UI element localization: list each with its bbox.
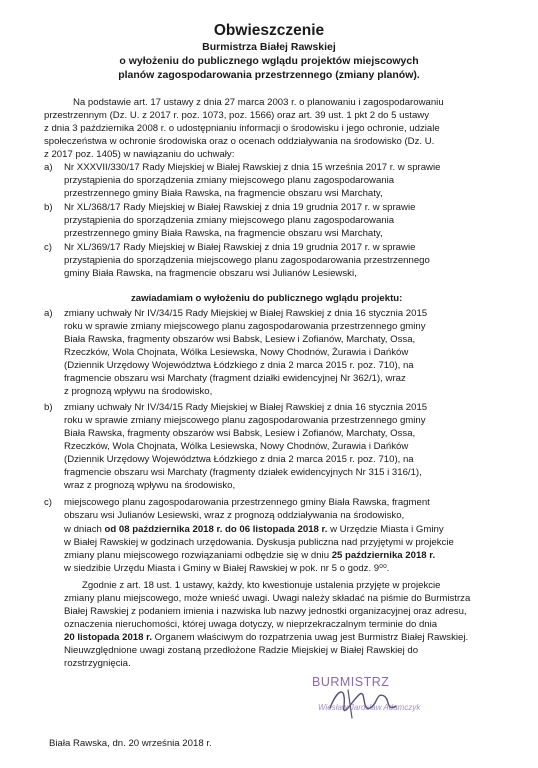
discussion-date: 25 października 2018 r.: [331, 550, 436, 561]
dates-text: w dniach: [64, 524, 105, 535]
project-line: roku w sprawie zmiany miejscowego planu zagospodarowania przestrzennego gminy: [64, 321, 426, 332]
intro-line: z dnia 3 października 2008 r. o udostępnianiu informacji o środowisku i jego ochronie, udziale: [44, 123, 440, 134]
document-subject-line-1: o wyłożeniu do publicznego wglądu projektów miejscowych: [119, 55, 419, 67]
notice-heading: zawiadamiam o wyłożeniu do publicznego wglądu projektu:: [131, 293, 403, 304]
dates-line: w siedzibie Urzędu Miasta i Gminy w Białej Rawskiej w pok. nr 5 o godz. 9⁰⁰.: [64, 563, 390, 574]
signature-stamp-title: BURMISTRZ: [312, 675, 390, 689]
list-marker: b): [44, 202, 53, 213]
resolution-line: przestrzennego gminy Biała Rawska, na fragmencie obszaru wsi Marchaty,: [64, 228, 383, 239]
document-issuer: Burmistrza Białej Rawskiej: [202, 41, 336, 53]
remarks-text: Organem właściwym do rozpatrzenia uwag jest Burmistrz Białej Rawskiej.: [152, 632, 469, 643]
dates-line: [64, 524, 444, 536]
project-line: (Dziennik Urzędowy Województwa Łódzkiego z dnia 2 marca 2015 r. poz. 710), na: [64, 360, 414, 371]
document-title: Obwieszczenie: [213, 22, 325, 39]
intro-line: społeczeństwa w ochronie środowiska oraz o ocenach oddziaływania na środowisko (Dz. U.: [44, 136, 435, 147]
remarks-line: [64, 632, 468, 644]
project-line: Rzeczków, Wola Chojnata, Wólka Lesiewska, Nowy Chodnów, Żurawia i Dańków: [64, 347, 409, 358]
remarks-line: Białej Rawskiej z podaniem imienia i nazwiska lub nazwy jednostki organizacyjnej oraz adresu,: [64, 606, 467, 617]
project-line: (Dziennik Urzędowy Województwa Łódzkiego z dnia 2 marca 2015 r. poz. 710), na: [64, 454, 414, 465]
signature-stamp-name: Wiesław Jarosław Adamczyk: [318, 703, 421, 712]
list-marker: c): [44, 497, 52, 508]
project-line: Biała Rawska, fragmenty obszarów wsi Babsk, Lesiew i Zofianów, Marchaty, Ossa,: [64, 428, 416, 439]
remarks-line: rozstrzygnięcia.: [64, 658, 131, 669]
resolution-line: przystąpienia do sporządzenia miejscowego planu zagospodarowania przestrzennego: [64, 255, 430, 266]
resolution-line: Nr XXXVII/330/17 Rady Miejskiej w Białej Rawskiej z dnia 15 września 2017 r. w sprawie: [64, 162, 441, 173]
list-marker: a): [44, 308, 53, 319]
project-line: Biała Rawska, fragmenty obszarów wsi Babsk, Lesiew i Zofianów, Marchaty, Ossa,: [64, 334, 416, 345]
intro-line: z 2017 poz. 1405) w nawiązaniu do uchwały:: [44, 149, 235, 160]
dates-text: zmiany planu miejscowego rozwiązaniami odbędzie się w dniu: [64, 550, 332, 561]
remarks-line: oznaczenia nieruchomości, której uwaga dotyczy, w nieprzekraczalnym terminie do dnia: [64, 619, 438, 630]
intro-line: przestrzennym (Dz. U. z 2017 r. poz. 1073, poz. 1566) oraz art. 39 ust. 1 pkt 2 do 5 ustawy: [44, 110, 430, 121]
remarks-line: Zgodnie z art. 18 ust. 1 ustawy, każdy, kto kwestionuje ustalenia przyjęte w projekcie: [82, 580, 441, 591]
deadline-date: 20 listopada 2018 r.: [64, 632, 152, 643]
project-line: Rzeczków, Wola Chojnata, Wólka Lesiewska, Nowy Chodnów, Żurawia i Dańków: [64, 441, 409, 452]
resolution-line: przystąpienia do sporządzenia zmiany miejscowego planu zagospodarowania: [64, 215, 395, 226]
remarks-line: Nieuwzględnione uwagi zostaną przedłożone Radzie Miejskiej w Białej Rawskiej do: [64, 645, 419, 656]
remarks-line: zmiany planu miejscowego, może wnieść uwagi. Uwagi należy składać na piśmie do Burmistrza: [64, 593, 471, 604]
list-marker: a): [44, 162, 53, 173]
list-marker: b): [44, 402, 53, 413]
dates-text: w Urzędzie Miasta i Gminy: [327, 524, 444, 535]
place-and-date: Biała Rawska, dn. 20 września 2018 r.: [49, 738, 212, 749]
resolution-line: przystąpienia do sporządzenia zmiany miejscowego planu zagospodarowania: [64, 175, 395, 186]
project-line: wraz z prognozą wpływu na środowisko,: [64, 480, 236, 491]
resolution-line: przestrzennego gminy Biała Rawska, na fragmencie obszaru wsi Marchaty,: [64, 188, 383, 199]
resolution-line: gminy Biała Rawska, na fragmencie obszaru wsi Julianów Lesiewski,: [64, 268, 357, 279]
intro-line: Na podstawie art. 17 ustawy z dnia 27 marca 2003 r. o planowaniu i zagospodarowaniu: [73, 97, 444, 108]
dates-line: w Białej Rawskiej w godzinach urzędowania. Dyskusja publiczna nad przyjętymi w projekcie: [64, 537, 454, 548]
project-line: fragmencie obszaru wsi Marchaty (fragmenty działek ewidencyjnych Nr 315 i 316/1),: [64, 467, 422, 478]
project-line: miejscowego planu zagospodarowania przestrzennego gminy Biała Rawska, fragment: [64, 497, 430, 508]
list-marker: c): [44, 242, 52, 253]
project-line: zmiany uchwały Nr IV/34/15 Rady Miejskiej w Białej Rawskiej z dnia 16 stycznia 2015: [64, 308, 428, 319]
project-line: roku w sprawie zmiany miejscowego planu zagospodarowania przestrzennego gminy: [64, 415, 426, 426]
resolution-line: Nr XL/369/17 Rady Miejskiej w Białej Rawskiej z dnia 19 grudnia 2017 r. w sprawie: [64, 242, 416, 253]
dates-line: [64, 550, 435, 562]
handwritten-signature: [300, 668, 420, 728]
project-line: zmiany uchwały Nr IV/34/15 Rady Miejskiej w Białej Rawskiej z dnia 16 stycznia 2015: [64, 402, 428, 413]
project-line: obszaru wsi Julianów Lesiewski, wraz z prognozą oddziaływania na środowisko,: [64, 510, 405, 521]
project-line: z prognozą wpływu na środowisko,: [64, 386, 213, 397]
display-period: od 08 października 2018 r. do 06 listopada 2018 r.: [104, 524, 328, 535]
document-subject-line-2: planów zagospodarowania przestrzennego (zmiany planów).: [118, 69, 420, 81]
project-line: fragmencie obszaru wsi Marchaty (fragment działki ewidencyjnej Nr 362/1), wraz: [64, 373, 406, 384]
resolution-line: Nr XL/368/17 Rady Miejskiej w Białej Rawskiej z dnia 19 grudnia 2017 r. w sprawie: [64, 202, 416, 213]
